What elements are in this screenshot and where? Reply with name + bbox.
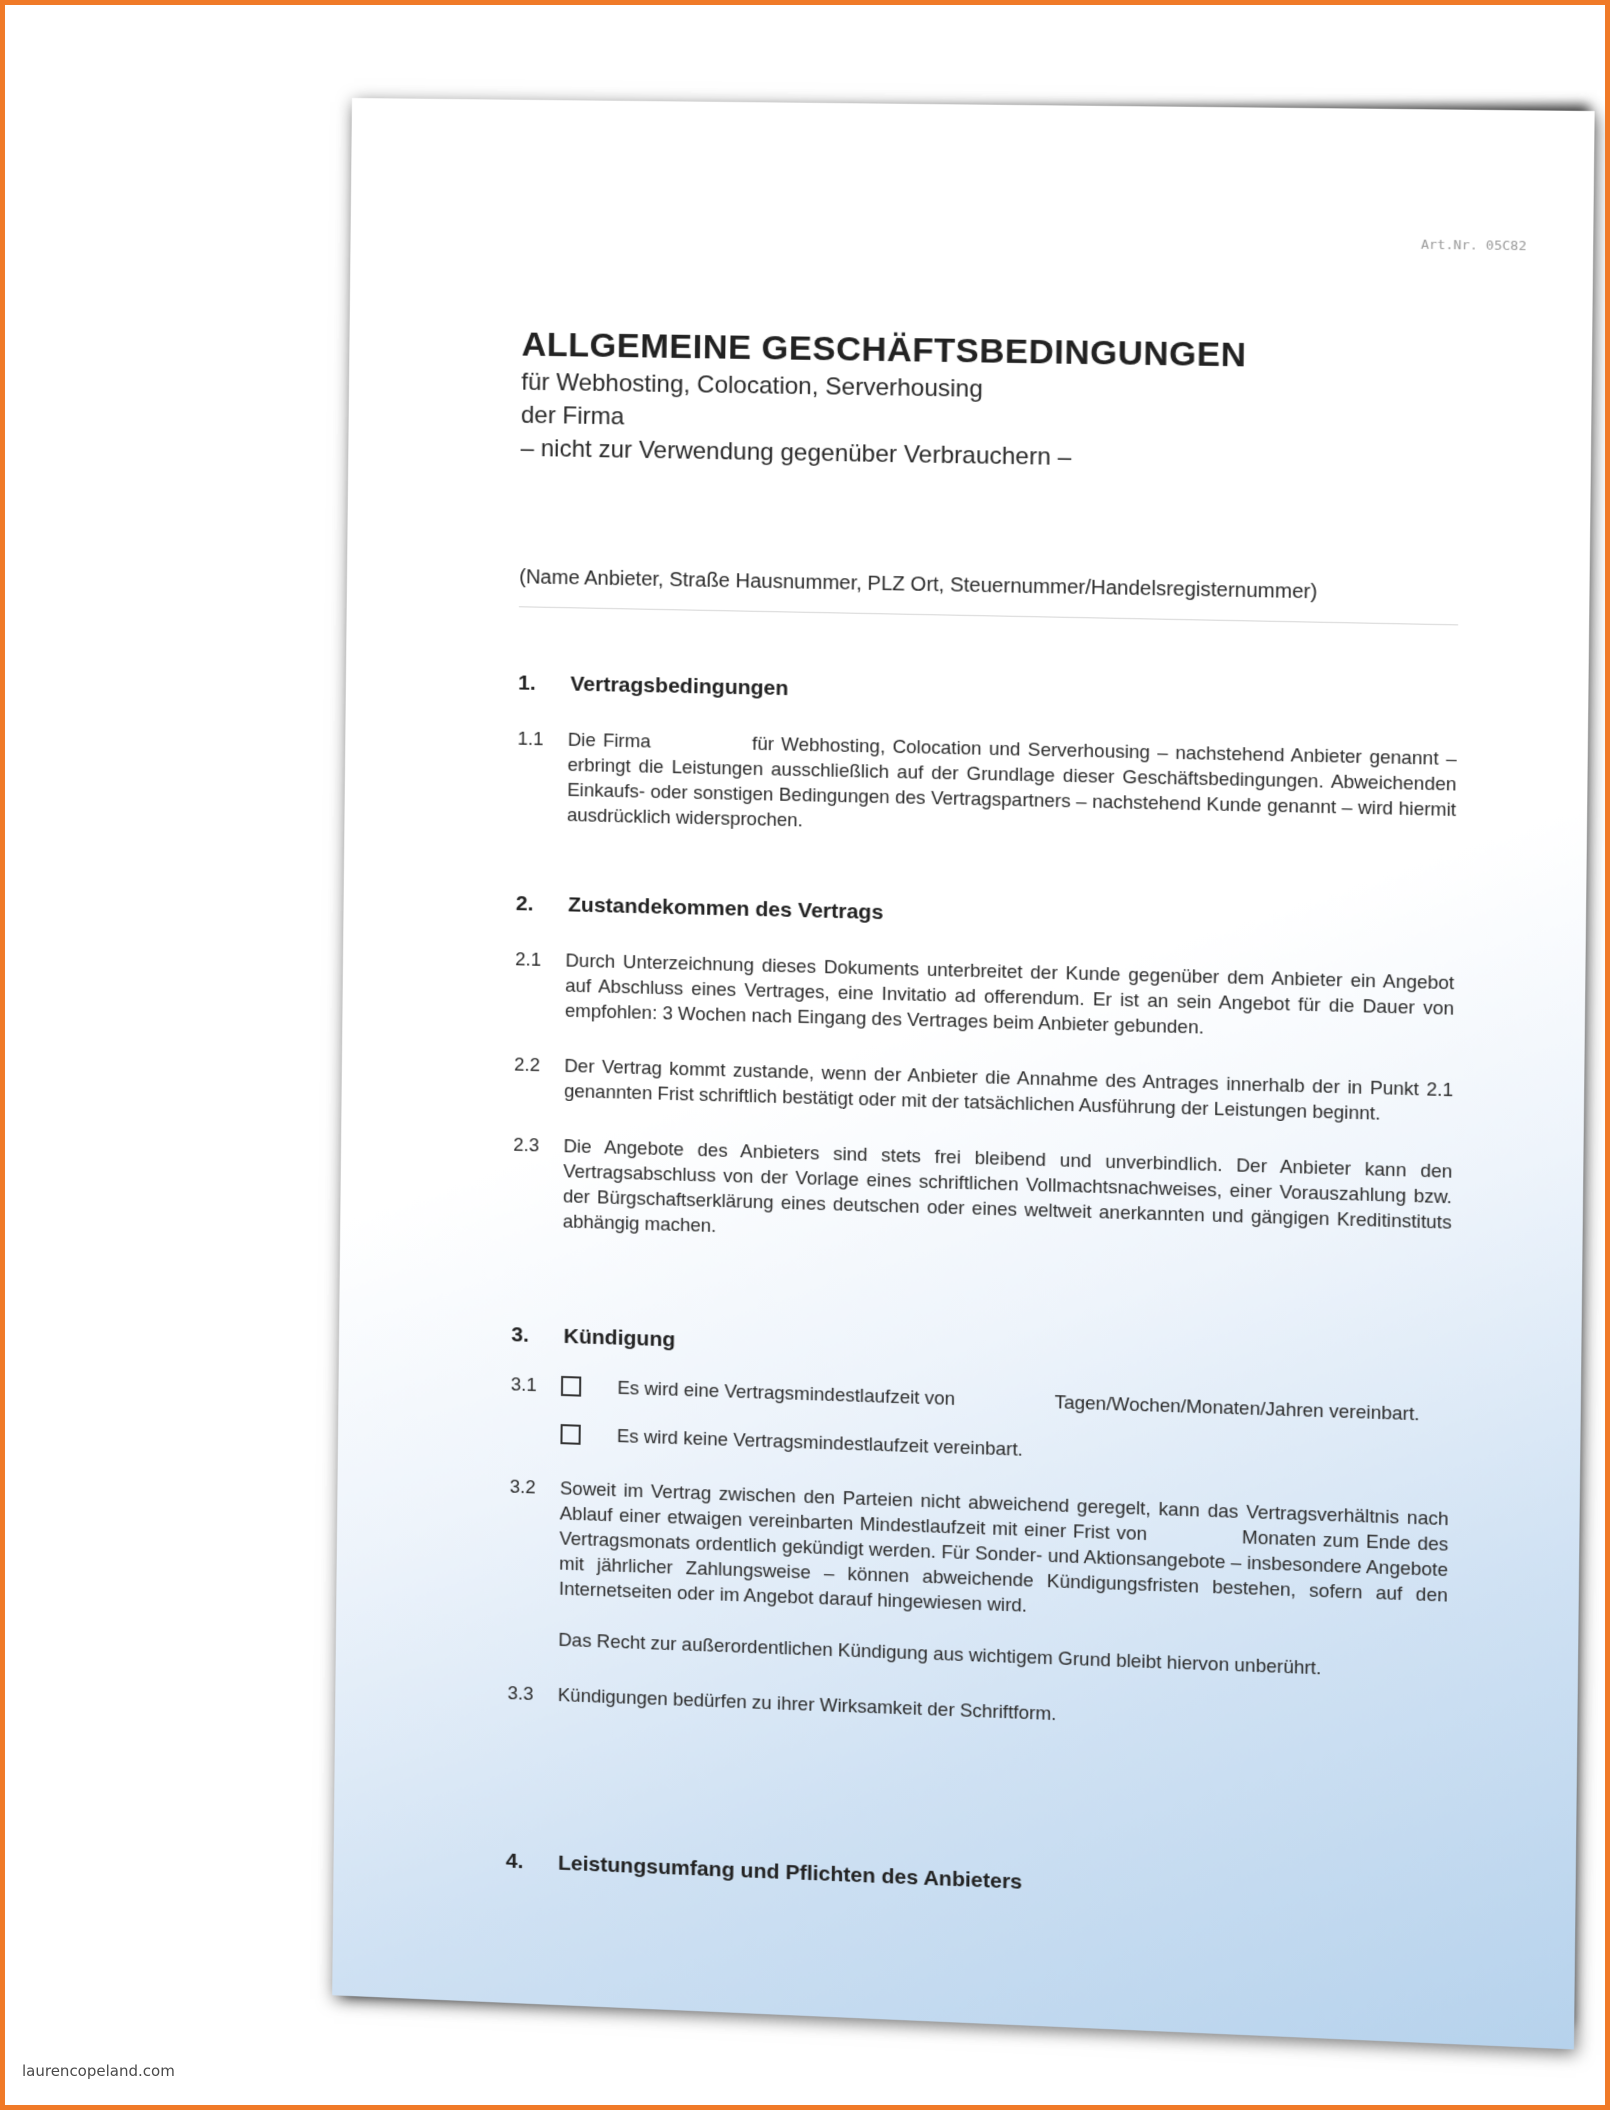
clause bbox=[517, 726, 1463, 848]
clause-number: 3.3 bbox=[507, 1682, 534, 1705]
clause-text: Der Vertrag kommt zustande, wenn der Anbieter die Annahme des Antrages innerhalb der in Punkt 2.1 genannten Frist schriftlich bestätigt oder mit der tatsächlichen Ausführung der Leistungen beginnt. bbox=[564, 1054, 1454, 1124]
clause bbox=[515, 946, 1455, 1046]
clause bbox=[512, 1132, 1452, 1261]
clause bbox=[514, 1051, 1454, 1127]
clause-body bbox=[558, 1475, 1454, 1685]
section-4 bbox=[506, 1849, 1445, 1912]
clause-text: Soweit im Vertrag zwischen den Parteien nicht abweichend geregelt, kann das Vertragsverhältnis nach Ablauf einer etwaigen vereinbarten Mindestlaufzeit mit einer Frist von Monaten zum Ende des Vertragsmonats ordentlich gekündigt werden. Für Sonder- und Aktionsangebote – insbesondere Angebote mit jährlicher Zahlungsweise – können abweichende Kündigungsfristen bestehen, sofern auf den Internetseiten oder im Angebot darauf hingewiesen wird. bbox=[558, 1477, 1454, 1616]
checkbox-no-minimum-term[interactable] bbox=[560, 1424, 580, 1445]
section-2 bbox=[512, 892, 1455, 1260]
section-1 bbox=[517, 671, 1463, 847]
document-page bbox=[332, 98, 1595, 2049]
divider bbox=[519, 606, 1458, 625]
provider-placeholder: (Name Anbieter, Straße Hausnummer, PLZ Ort, Steuernummer/Handelsregisternummer) bbox=[519, 566, 1318, 604]
clause-text: Kündigungen bedürfen zu ihrer Wirksamkeit der Schriftform. bbox=[557, 1683, 1057, 1725]
article-number: Art.Nr. 05C82 bbox=[1420, 237, 1527, 255]
section-number: 4. bbox=[505, 1849, 524, 1874]
document-title: ALLGEMEINE GESCHÄFTSBEDINGUNGEN bbox=[521, 325, 1247, 375]
section-number: 3. bbox=[511, 1323, 530, 1347]
clause-number-spacer bbox=[510, 1432, 560, 1434]
clause-number: 3.2 bbox=[509, 1475, 536, 1498]
section-title: Zustandekommen des Vertrags bbox=[567, 893, 884, 925]
checkbox-minimum-term[interactable] bbox=[561, 1376, 581, 1397]
checkbox-option bbox=[510, 1421, 1449, 1475]
checkbox-option bbox=[511, 1373, 1450, 1426]
clause-number: 2.1 bbox=[515, 948, 542, 970]
clause-text: Die Firma für Webhosting, Colocation und Serverhousing – nachstehend Anbieter genannt – erbringt die Leistungen ausschließlich auf der Grundlage dieser Geschäftsbedingungen. Abweichenden Einkaufs- oder sonstigen Bedingungen des Vertragspartners – nachstehend Kunde genannt – wird hiermit ausdrücklich widersprochen. bbox=[566, 728, 1463, 831]
clause-extra-text: Das Recht zur außerordentlichen Kündigung aus wichtigem Grund bleibt hiervon unberührt. bbox=[558, 1628, 1322, 1679]
clause-text: Durch Unterzeichnung dieses Dokuments unterbreitet der Kunde gegenüber dem Anbieter ein Angebot auf Abschluss eines Vertrages, eine Invitatio ad offerendum. Er ist an sein Angebot für die Dauer von empfohlen: 3 Wochen nach Eingang des Vertrages beim Anbieter gebunden. bbox=[564, 949, 1455, 1038]
section-title: Leistungsumfang und Pflichten des Anbieters bbox=[557, 1851, 1023, 1894]
section-title: Kündigung bbox=[563, 1324, 676, 1352]
subtitle-line: für Webhosting, Colocation, Serverhousing bbox=[521, 368, 983, 403]
checkbox-label: Es wird keine Vertragsmindestlaufzeit vereinbart. bbox=[616, 1424, 1024, 1460]
clause-number: 2.2 bbox=[514, 1053, 541, 1076]
checkbox-label: Es wird eine Vertragsmindestlaufzeit von Tagen/Wochen/Monaten/Jahren vereinbart. bbox=[617, 1376, 1420, 1425]
watermark: laurencopeland.com bbox=[22, 2062, 175, 2080]
clause bbox=[508, 1474, 1454, 1686]
section-heading bbox=[516, 892, 1455, 939]
section-number: 2. bbox=[515, 892, 534, 916]
clause bbox=[507, 1680, 1446, 1741]
subtitle-line: der Firma bbox=[520, 401, 625, 431]
section-heading bbox=[506, 1849, 1445, 1912]
clause-text: Die Angebote des Anbieters sind stets frei bleibend und unverbindlich. Der Anbieter kann den Vertragsabschluss von der Vorlage eines schriftlichen Vollmachtsnachweises, einer Vorauszahlung bzw. der Bürgschaftserklärung eines deutschen oder eines weltweit anerkannten und gängigen Kreditinstituts abhängig machen. bbox=[562, 1135, 1453, 1237]
section-number: 1. bbox=[518, 671, 536, 695]
subtitle-line: – nicht zur Verwendung gegenüber Verbrauchern – bbox=[520, 434, 1072, 472]
clause-number: 1.1 bbox=[517, 727, 544, 750]
section-heading bbox=[511, 1323, 1450, 1377]
title-block bbox=[520, 325, 1440, 479]
clause-number: 2.3 bbox=[513, 1133, 540, 1156]
section-heading bbox=[518, 671, 1457, 715]
section-3 bbox=[507, 1323, 1454, 1741]
section-title: Vertragsbedingungen bbox=[570, 672, 789, 701]
clause-number: 3.1 bbox=[510, 1373, 537, 1396]
